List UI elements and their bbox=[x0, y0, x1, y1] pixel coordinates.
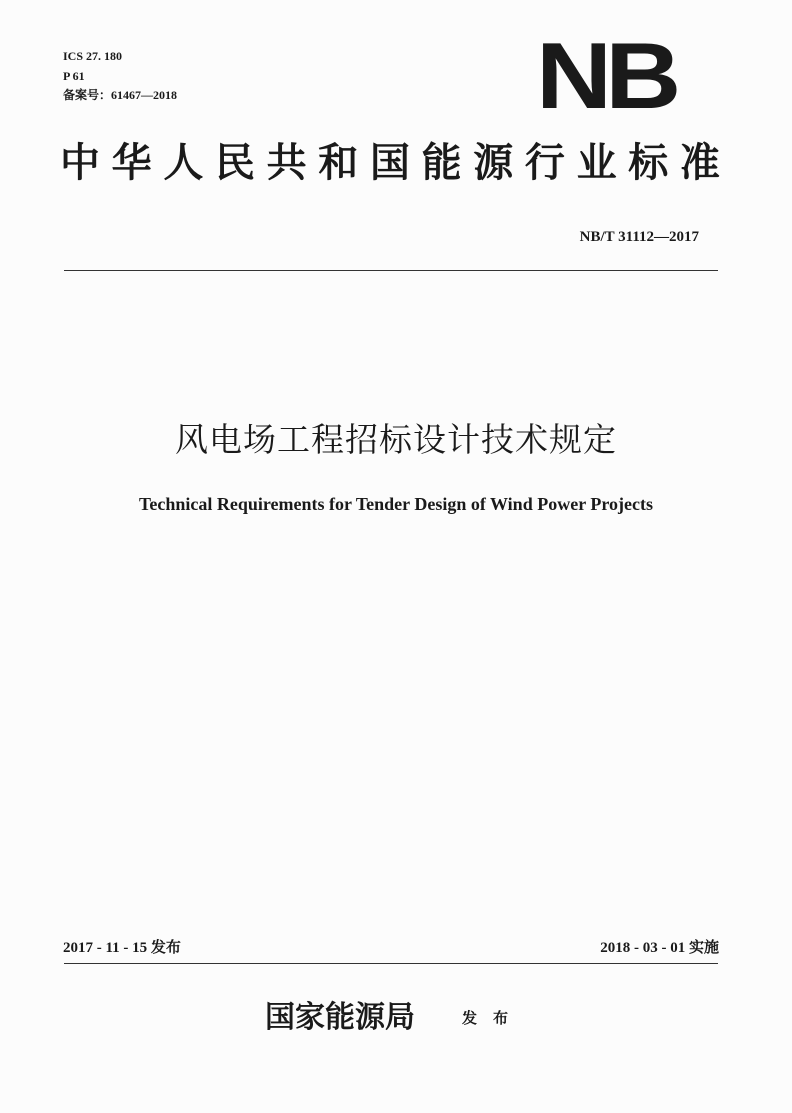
issue-date: 2017 - 11 - 15 发布 bbox=[63, 940, 181, 956]
industry-title-char: 业 bbox=[576, 139, 617, 186]
document-title-chinese: 风电场工程招标设计技术规定 bbox=[175, 420, 617, 459]
issue-label: 发布 bbox=[462, 1009, 525, 1027]
industry-title-char: 民 bbox=[214, 139, 255, 186]
industry-title-char: 能 bbox=[421, 139, 462, 186]
standard-number: NB/T 31112—2017 bbox=[579, 229, 699, 245]
filing-number: 备案号：61467—2018 bbox=[63, 88, 178, 102]
ics-code: ICS 27. 180 bbox=[63, 49, 123, 63]
top-divider bbox=[64, 270, 718, 271]
industry-standard-title bbox=[60, 133, 720, 193]
bottom-divider bbox=[64, 963, 718, 964]
industry-title-char: 共 bbox=[266, 139, 307, 186]
industry-title-char: 和 bbox=[318, 139, 359, 186]
industry-title-char: 行 bbox=[524, 139, 565, 186]
issuing-authority: 国家能源局 bbox=[265, 1000, 415, 1035]
nb-logo: NB bbox=[536, 23, 675, 128]
industry-title-char: 国 bbox=[369, 139, 410, 186]
industry-title-char: 标 bbox=[628, 139, 669, 186]
industry-title-char: 准 bbox=[679, 139, 720, 186]
document-title-english: Technical Requirements for Tender Design of Wind Power Projects bbox=[138, 494, 653, 514]
industry-title-char: 中 bbox=[60, 139, 100, 186]
industry-title-char: 源 bbox=[473, 139, 514, 186]
effective-date: 2018 - 03 - 01 实施 bbox=[600, 940, 719, 956]
industry-title-char: 华 bbox=[111, 139, 152, 186]
industry-title-char: 人 bbox=[163, 139, 204, 186]
ccs-code: P 61 bbox=[63, 69, 85, 83]
